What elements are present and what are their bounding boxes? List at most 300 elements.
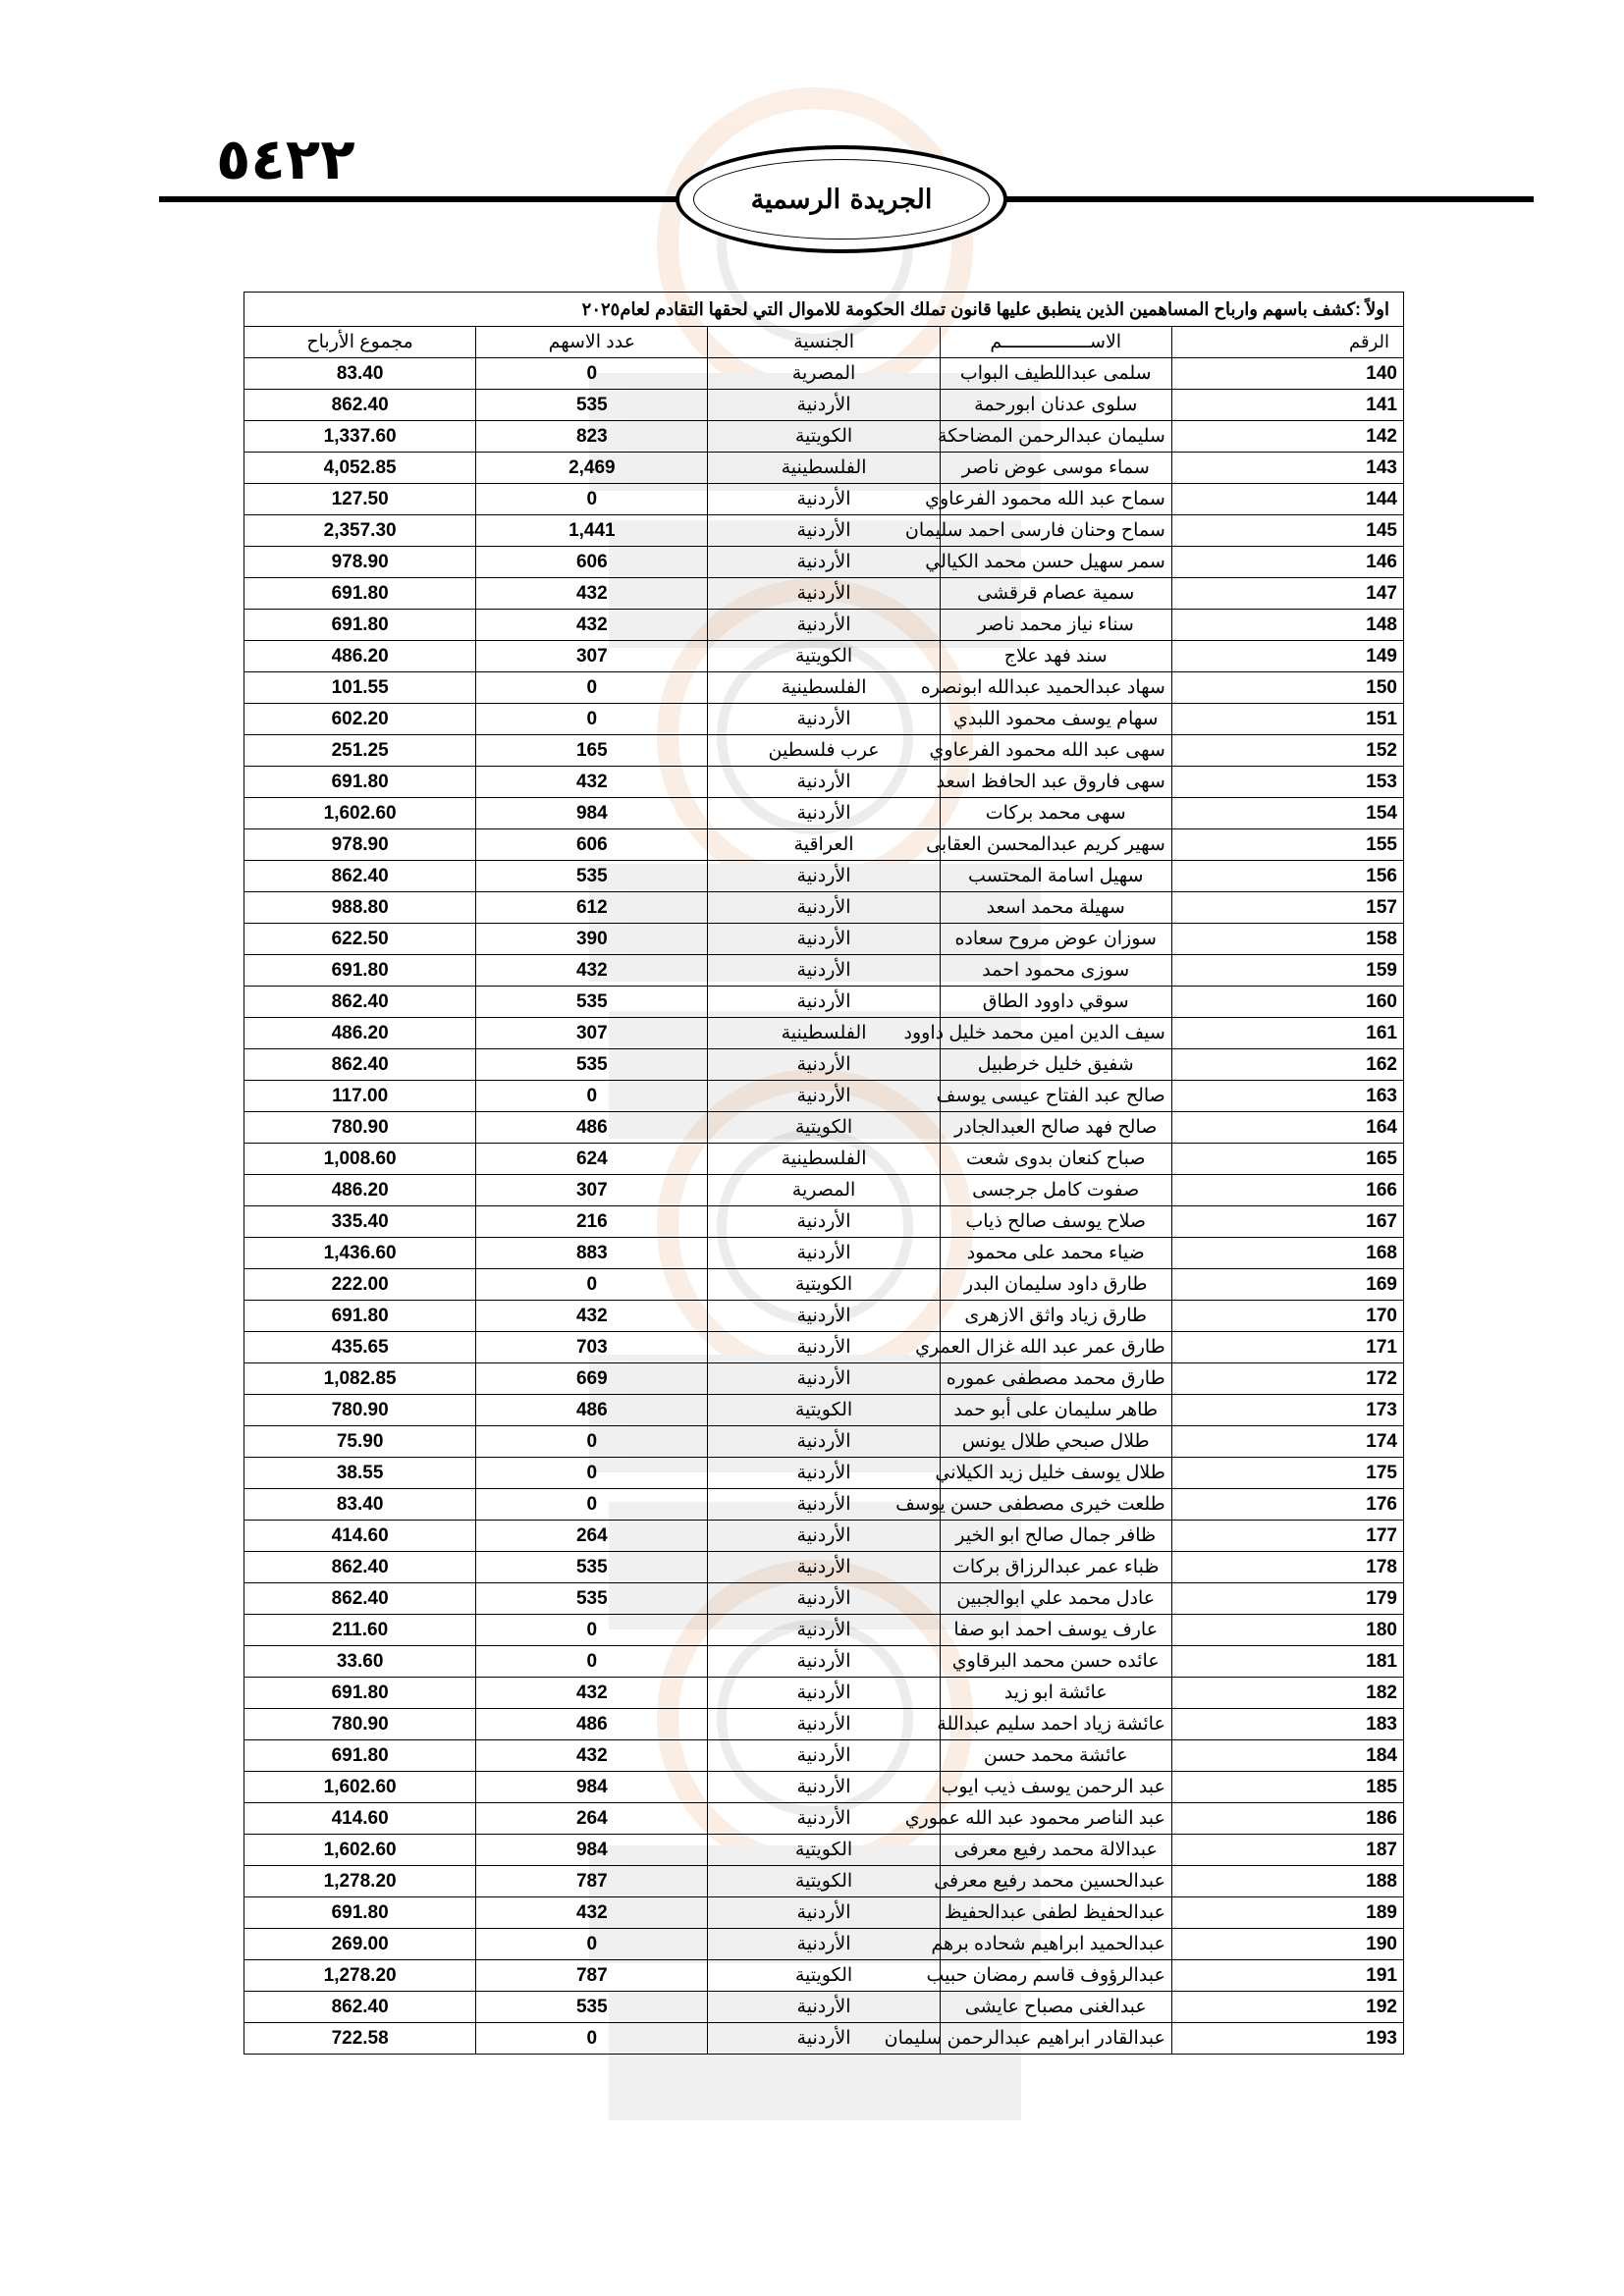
cell-shares: 0 <box>476 704 708 735</box>
table-row <box>244 767 1404 798</box>
cell-nationality: الأردنية <box>708 1301 940 1332</box>
cell-shares: 535 <box>476 1049 708 1081</box>
table-row <box>244 892 1404 924</box>
cell-nationality: الأردنية <box>708 1646 940 1678</box>
cell-shares: 307 <box>476 641 708 672</box>
table-row <box>244 1018 1404 1049</box>
cell-profits: 862.40 <box>244 1049 476 1081</box>
table-row <box>244 798 1404 829</box>
table-row <box>244 1615 1404 1646</box>
cell-number: 186 <box>1171 1803 1403 1835</box>
cell-shares: 669 <box>476 1363 708 1395</box>
cell-profits: 691.80 <box>244 1897 476 1929</box>
cell-name: عبد الرحمن يوسف ذيب ايوب <box>940 1772 1171 1803</box>
cell-nationality: الأردنية <box>708 2023 940 2055</box>
table-row <box>244 578 1404 610</box>
table-row <box>244 1646 1404 1678</box>
cell-profits: 691.80 <box>244 1301 476 1332</box>
cell-name: عبدالرؤوف قاسم رمضان حبيب <box>940 1960 1171 1992</box>
cell-name: صالح عبد الفتاح عيسى يوسف <box>940 1081 1171 1112</box>
cell-name: عبدالحسين محمد رفيع معرفى <box>940 1866 1171 1897</box>
table-row <box>244 1238 1404 1269</box>
cell-name: عبد الناصر محمود عبد الله عموري <box>940 1803 1171 1835</box>
cell-number: 141 <box>1171 390 1403 421</box>
cell-nationality: الأردنية <box>708 1363 940 1395</box>
table-row <box>244 829 1404 861</box>
cell-nationality: الأردنية <box>708 767 940 798</box>
cell-name: سوزى محمود احمد <box>940 955 1171 987</box>
cell-number: 156 <box>1171 861 1403 892</box>
cell-shares: 432 <box>476 767 708 798</box>
table-row <box>244 484 1404 515</box>
cell-profits: 414.60 <box>244 1521 476 1552</box>
cell-number: 155 <box>1171 829 1403 861</box>
cell-name: سماح عبد الله محمود الفرعاوي <box>940 484 1171 515</box>
cell-nationality: الأردنية <box>708 1049 940 1081</box>
cell-number: 189 <box>1171 1897 1403 1929</box>
cell-number: 180 <box>1171 1615 1403 1646</box>
cell-number: 145 <box>1171 515 1403 547</box>
cell-shares: 432 <box>476 1897 708 1929</box>
cell-shares: 432 <box>476 1301 708 1332</box>
cell-profits: 691.80 <box>244 1740 476 1772</box>
cell-profits: 486.20 <box>244 1175 476 1206</box>
cell-profits: 691.80 <box>244 1678 476 1709</box>
cell-number: 152 <box>1171 735 1403 767</box>
cell-profits: 1,082.85 <box>244 1363 476 1395</box>
cell-profits: 978.90 <box>244 829 476 861</box>
cell-profits: 222.00 <box>244 1269 476 1301</box>
table-row <box>244 1583 1404 1615</box>
cell-profits: 101.55 <box>244 672 476 704</box>
cell-name: سليمان عبدالرحمن المضاحكة <box>940 421 1171 453</box>
cell-number: 188 <box>1171 1866 1403 1897</box>
cell-name: طلعت خيرى مصطفى حسن يوسف <box>940 1489 1171 1521</box>
cell-name: عبدالحميد ابراهيم شحاده برهم <box>940 1929 1171 1960</box>
cell-shares: 0 <box>476 1081 708 1112</box>
cell-number: 158 <box>1171 924 1403 955</box>
cell-shares: 307 <box>476 1175 708 1206</box>
cell-name: سوزان عوض مروح سعاده <box>940 924 1171 955</box>
cell-name: سهاد عبدالحميد عبدالله ابونصره <box>940 672 1171 704</box>
cell-number: 144 <box>1171 484 1403 515</box>
cell-shares: 486 <box>476 1395 708 1426</box>
cell-profits: 1,602.60 <box>244 798 476 829</box>
cell-nationality: الفلسطينية <box>708 672 940 704</box>
cell-shares: 0 <box>476 1929 708 1960</box>
cell-shares: 535 <box>476 861 708 892</box>
cell-name: عبدالحفيظ لطفى عبدالحفيظ <box>940 1897 1171 1929</box>
cell-shares: 216 <box>476 1206 708 1238</box>
table-row <box>244 421 1404 453</box>
page-number: ٥٤٢٢ <box>216 126 355 192</box>
cell-nationality: الأردنية <box>708 1426 940 1458</box>
table-row <box>244 1175 1404 1206</box>
cell-shares: 0 <box>476 1615 708 1646</box>
table-row <box>244 672 1404 704</box>
cell-shares: 432 <box>476 1740 708 1772</box>
cell-shares: 264 <box>476 1803 708 1835</box>
cell-shares: 432 <box>476 955 708 987</box>
cell-profits: 978.90 <box>244 547 476 578</box>
cell-profits: 691.80 <box>244 578 476 610</box>
cell-number: 191 <box>1171 1960 1403 1992</box>
masthead <box>676 145 1007 253</box>
cell-shares: 624 <box>476 1144 708 1175</box>
cell-nationality: الأردنية <box>708 861 940 892</box>
cell-shares: 606 <box>476 829 708 861</box>
cell-number: 157 <box>1171 892 1403 924</box>
cell-nationality: العراقية <box>708 829 940 861</box>
cell-name: سمية عصام قرقشى <box>940 578 1171 610</box>
cell-profits: 83.40 <box>244 1489 476 1521</box>
cell-shares: 0 <box>476 1458 708 1489</box>
cell-shares: 432 <box>476 610 708 641</box>
cell-name: سماح وحنان فارسى احمد سليمان <box>940 515 1171 547</box>
cell-number: 187 <box>1171 1835 1403 1866</box>
cell-number: 185 <box>1171 1772 1403 1803</box>
cell-nationality: الأردنية <box>708 1332 940 1363</box>
table-row <box>244 1081 1404 1112</box>
table-row <box>244 641 1404 672</box>
cell-nationality: الأردنية <box>708 1929 940 1960</box>
table-row <box>244 2023 1404 2055</box>
cell-name: سهير كريم عبدالمحسن العقابى <box>940 829 1171 861</box>
cell-number: 192 <box>1171 1992 1403 2023</box>
cell-nationality: الكويتية <box>708 1866 940 1897</box>
cell-profits: 486.20 <box>244 1018 476 1049</box>
cell-nationality: الأردنية <box>708 610 940 641</box>
cell-number: 150 <box>1171 672 1403 704</box>
cell-name: طلال يوسف خليل زيد الكيلاني <box>940 1458 1171 1489</box>
cell-number: 177 <box>1171 1521 1403 1552</box>
table-row <box>244 1992 1404 2023</box>
cell-nationality: الأردنية <box>708 1238 940 1269</box>
cell-shares: 823 <box>476 421 708 453</box>
cell-number: 164 <box>1171 1112 1403 1144</box>
cell-number: 151 <box>1171 704 1403 735</box>
cell-profits: 486.20 <box>244 641 476 672</box>
cell-number: 182 <box>1171 1678 1403 1709</box>
cell-nationality: الكويتية <box>708 641 940 672</box>
cell-number: 146 <box>1171 547 1403 578</box>
cell-name: ظافر جمال صالح ابو الخير <box>940 1521 1171 1552</box>
table-row <box>244 1929 1404 1960</box>
cell-nationality: الأردنية <box>708 987 940 1018</box>
cell-number: 165 <box>1171 1144 1403 1175</box>
header-number: الرقم <box>1171 327 1403 358</box>
cell-nationality: الأردنية <box>708 1458 940 1489</box>
table-row <box>244 955 1404 987</box>
cell-profits: 862.40 <box>244 1552 476 1583</box>
cell-profits: 722.58 <box>244 2023 476 2055</box>
cell-number: 181 <box>1171 1646 1403 1678</box>
cell-name: صالح فهد صالح العبدالجادر <box>940 1112 1171 1144</box>
cell-number: 170 <box>1171 1301 1403 1332</box>
cell-nationality: الأردنية <box>708 1803 940 1835</box>
header-profits: مجموع الأرباح <box>244 327 476 358</box>
cell-shares: 0 <box>476 672 708 704</box>
cell-shares: 0 <box>476 484 708 515</box>
table-row <box>244 1269 1404 1301</box>
header-name: الاســــــــــــــــم <box>940 327 1171 358</box>
table-row <box>244 1112 1404 1144</box>
cell-shares: 984 <box>476 1835 708 1866</box>
cell-nationality: الكويتية <box>708 1112 940 1144</box>
cell-number: 178 <box>1171 1552 1403 1583</box>
cell-nationality: الكويتية <box>708 1960 940 1992</box>
cell-profits: 1,278.20 <box>244 1866 476 1897</box>
cell-number: 190 <box>1171 1929 1403 1960</box>
cell-nationality: الأردنية <box>708 704 940 735</box>
cell-shares: 0 <box>476 1489 708 1521</box>
cell-number: 168 <box>1171 1238 1403 1269</box>
cell-name: سهى محمد بركات <box>940 798 1171 829</box>
cell-number: 174 <box>1171 1426 1403 1458</box>
cell-name: عبدالقادر ابراهيم عبدالرحمن سليمان <box>940 2023 1171 2055</box>
cell-name: صباح كنعان بدوى شعت <box>940 1144 1171 1175</box>
cell-name: سلوى عدنان ابورحمة <box>940 390 1171 421</box>
masthead-title: الجريدة الرسمية <box>693 159 990 240</box>
cell-profits: 988.80 <box>244 892 476 924</box>
cell-number: 167 <box>1171 1206 1403 1238</box>
cell-shares: 703 <box>476 1332 708 1363</box>
cell-name: طارق داود سليمان البدر <box>940 1269 1171 1301</box>
table-row <box>244 390 1404 421</box>
cell-name: طاهر سليمان على أبو حمد <box>940 1395 1171 1426</box>
table-row <box>244 1740 1404 1772</box>
table-row <box>244 453 1404 484</box>
cell-nationality: الأردنية <box>708 390 940 421</box>
cell-nationality: الأردنية <box>708 1552 940 1583</box>
cell-profits: 2,357.30 <box>244 515 476 547</box>
table-row <box>244 1395 1404 1426</box>
cell-nationality: الأردنية <box>708 547 940 578</box>
cell-profits: 780.90 <box>244 1395 476 1426</box>
cell-number: 140 <box>1171 358 1403 390</box>
cell-profits: 127.50 <box>244 484 476 515</box>
cell-name: طارق عمر عبد الله غزال العمري <box>940 1332 1171 1363</box>
cell-name: عائشة ابو زيد <box>940 1678 1171 1709</box>
cell-shares: 0 <box>476 1269 708 1301</box>
table-row <box>244 1521 1404 1552</box>
cell-shares: 432 <box>476 578 708 610</box>
cell-profits: 691.80 <box>244 955 476 987</box>
cell-name: سلمى عبداللطيف البواب <box>940 358 1171 390</box>
cell-shares: 535 <box>476 1992 708 2023</box>
cell-shares: 432 <box>476 1678 708 1709</box>
cell-name: طلال صبحي طلال يونس <box>940 1426 1171 1458</box>
table-header-row <box>244 327 1404 358</box>
cell-nationality: الأردنية <box>708 1521 940 1552</box>
cell-shares: 0 <box>476 1646 708 1678</box>
table-row <box>244 1489 1404 1521</box>
cell-name: سهى فاروق عبد الحافظ اسعد <box>940 767 1171 798</box>
cell-name: سمر سهيل حسن محمد الكيالي <box>940 547 1171 578</box>
table-row <box>244 1897 1404 1929</box>
cell-nationality: الأردنية <box>708 1709 940 1740</box>
cell-number: 172 <box>1171 1363 1403 1395</box>
cell-name: سماء موسى عوض ناصر <box>940 453 1171 484</box>
cell-profits: 862.40 <box>244 390 476 421</box>
cell-nationality: الأردنية <box>708 892 940 924</box>
cell-nationality: المصرية <box>708 1175 940 1206</box>
cell-nationality: الأردنية <box>708 1615 940 1646</box>
cell-nationality: الفلسطينية <box>708 1144 940 1175</box>
cell-number: 143 <box>1171 453 1403 484</box>
cell-profits: 414.60 <box>244 1803 476 1835</box>
table-row <box>244 1960 1404 1992</box>
cell-shares: 1,441 <box>476 515 708 547</box>
table-row <box>244 358 1404 390</box>
cell-nationality: الكويتية <box>708 1395 940 1426</box>
cell-nationality: الأردنية <box>708 955 940 987</box>
table-row <box>244 924 1404 955</box>
cell-nationality: الكويتية <box>708 1269 940 1301</box>
cell-profits: 83.40 <box>244 358 476 390</box>
cell-profits: 75.90 <box>244 1426 476 1458</box>
table-row <box>244 547 1404 578</box>
cell-shares: 165 <box>476 735 708 767</box>
cell-profits: 335.40 <box>244 1206 476 1238</box>
cell-number: 179 <box>1171 1583 1403 1615</box>
cell-nationality: الأردنية <box>708 924 940 955</box>
cell-number: 142 <box>1171 421 1403 453</box>
cell-nationality: الأردنية <box>708 798 940 829</box>
table-row <box>244 1803 1404 1835</box>
cell-shares: 883 <box>476 1238 708 1269</box>
cell-number: 153 <box>1171 767 1403 798</box>
cell-profits: 691.80 <box>244 610 476 641</box>
cell-nationality: الأردنية <box>708 1489 940 1521</box>
cell-profits: 269.00 <box>244 1929 476 1960</box>
table-row <box>244 735 1404 767</box>
cell-nationality: الفلسطينية <box>708 453 940 484</box>
table-row <box>244 1332 1404 1363</box>
cell-shares: 0 <box>476 358 708 390</box>
cell-shares: 612 <box>476 892 708 924</box>
table-row <box>244 1301 1404 1332</box>
cell-shares: 486 <box>476 1709 708 1740</box>
cell-nationality: الأردنية <box>708 1897 940 1929</box>
cell-profits: 33.60 <box>244 1646 476 1678</box>
cell-profits: 251.25 <box>244 735 476 767</box>
cell-profits: 117.00 <box>244 1081 476 1112</box>
cell-name: عائده حسن محمد البرقاوي <box>940 1646 1171 1678</box>
cell-profits: 862.40 <box>244 1992 476 2023</box>
cell-profits: 862.40 <box>244 987 476 1018</box>
cell-nationality: الأردنية <box>708 1992 940 2023</box>
cell-shares: 264 <box>476 1521 708 1552</box>
cell-nationality: الأردنية <box>708 484 940 515</box>
cell-number: 184 <box>1171 1740 1403 1772</box>
cell-shares: 606 <box>476 547 708 578</box>
cell-shares: 0 <box>476 2023 708 2055</box>
cell-number: 176 <box>1171 1489 1403 1521</box>
table-row <box>244 1772 1404 1803</box>
cell-shares: 486 <box>476 1112 708 1144</box>
table-row <box>244 1426 1404 1458</box>
cell-number: 175 <box>1171 1458 1403 1489</box>
table-row <box>244 1144 1404 1175</box>
cell-profits: 4,052.85 <box>244 453 476 484</box>
cell-name: طارق محمد مصطفى عموره <box>940 1363 1171 1395</box>
table-row <box>244 1363 1404 1395</box>
cell-number: 166 <box>1171 1175 1403 1206</box>
cell-number: 160 <box>1171 987 1403 1018</box>
cell-nationality: الأردنية <box>708 515 940 547</box>
cell-name: سهى عبد الله محمود الفرعاوي <box>940 735 1171 767</box>
cell-number: 183 <box>1171 1709 1403 1740</box>
cell-number: 163 <box>1171 1081 1403 1112</box>
cell-name: عائشة زياد احمد سليم عبداللة <box>940 1709 1171 1740</box>
cell-name: عارف يوسف احمد ابو صفا <box>940 1615 1171 1646</box>
cell-nationality: الكويتية <box>708 421 940 453</box>
table-row <box>244 1552 1404 1583</box>
cell-name: سهام يوسف محمود اللبدي <box>940 704 1171 735</box>
cell-profits: 1,278.20 <box>244 1960 476 1992</box>
cell-profits: 780.90 <box>244 1709 476 1740</box>
cell-profits: 862.40 <box>244 1583 476 1615</box>
cell-nationality: الكويتية <box>708 1835 940 1866</box>
cell-nationality: الفلسطينية <box>708 1018 940 1049</box>
table-row <box>244 610 1404 641</box>
header-shares: عدد الاسهم <box>476 327 708 358</box>
cell-name: طارق زياد واثق الازهرى <box>940 1301 1171 1332</box>
table-caption: اولاً :كشف باسهم وارباح المساهمين الذين ينطبق عليها قانون تملك الحكومة للاموال التي لحقها التقادم لعام٢٠٢٥ <box>244 293 1404 327</box>
cell-name: سهيل اسامة المحتسب <box>940 861 1171 892</box>
table-row <box>244 1458 1404 1489</box>
cell-profits: 435.65 <box>244 1332 476 1363</box>
cell-shares: 0 <box>476 1426 708 1458</box>
table-row <box>244 987 1404 1018</box>
cell-shares: 984 <box>476 1772 708 1803</box>
cell-nationality: عرب فلسطين <box>708 735 940 767</box>
cell-profits: 1,008.60 <box>244 1144 476 1175</box>
cell-name: عائشة محمد حسن <box>940 1740 1171 1772</box>
table-row <box>244 861 1404 892</box>
cell-name: ظباء عمر عبدالرزاق بركات <box>940 1552 1171 1583</box>
cell-name: عبدالغنى مصباح عايشى <box>940 1992 1171 2023</box>
cell-shares: 307 <box>476 1018 708 1049</box>
cell-shares: 535 <box>476 1552 708 1583</box>
cell-name: سهيلة محمد اسعد <box>940 892 1171 924</box>
cell-name: عادل محمد علي ابوالجبين <box>940 1583 1171 1615</box>
cell-profits: 38.55 <box>244 1458 476 1489</box>
cell-nationality: الأردنية <box>708 1583 940 1615</box>
cell-name: سند فهد علاج <box>940 641 1171 672</box>
cell-profits: 622.50 <box>244 924 476 955</box>
cell-name: عبدالالة محمد رفيع معرفى <box>940 1835 1171 1866</box>
cell-number: 162 <box>1171 1049 1403 1081</box>
table-row <box>244 1678 1404 1709</box>
cell-number: 148 <box>1171 610 1403 641</box>
cell-profits: 1,337.60 <box>244 421 476 453</box>
cell-profits: 211.60 <box>244 1615 476 1646</box>
cell-number: 173 <box>1171 1395 1403 1426</box>
cell-shares: 390 <box>476 924 708 955</box>
cell-profits: 862.40 <box>244 861 476 892</box>
cell-nationality: الأردنية <box>708 1740 940 1772</box>
cell-name: صلاح يوسف صالح ذياب <box>940 1206 1171 1238</box>
table-row <box>244 1835 1404 1866</box>
table-row <box>244 1206 1404 1238</box>
cell-profits: 602.20 <box>244 704 476 735</box>
cell-number: 193 <box>1171 2023 1403 2055</box>
table-row <box>244 704 1404 735</box>
cell-profits: 780.90 <box>244 1112 476 1144</box>
table-row <box>244 1049 1404 1081</box>
